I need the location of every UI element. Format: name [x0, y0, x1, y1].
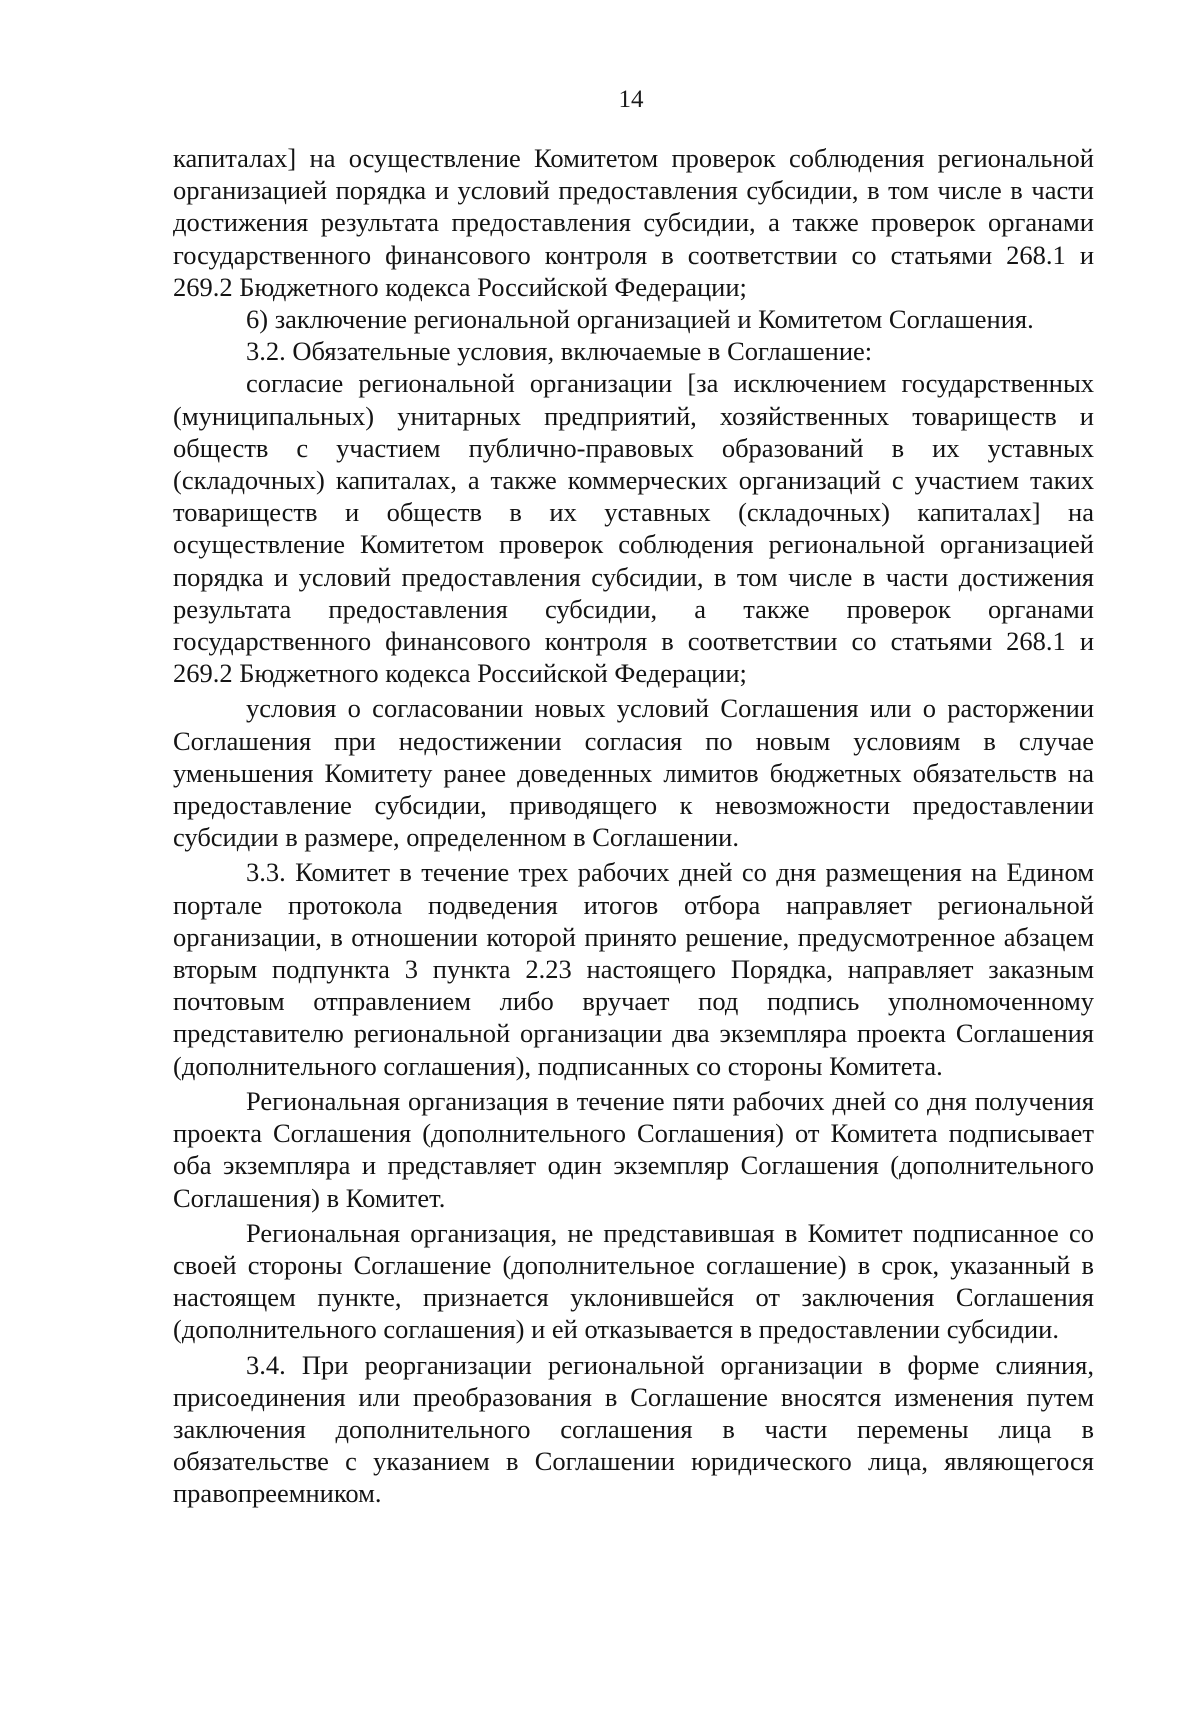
- paragraph-termination-condition: условия о согласовании новых условий Соглашения или о расторжении Соглашения при недостижении согласия по новым условиям в случае уменьшения Комитету ранее доведенных лимитов бюджетных обязательств на предоставление субсидии, приводящего к невозможности предоставлении субсидии в размере, определенном в Соглашении.: [173, 693, 1094, 853]
- paragraph-continuation: капиталах] на осуществление Комитетом проверок соблюдения региональной организацией порядка и условий предоставления субсидии, в том числе в части достижения результата предоставления субсидии, а также проверок органами государственного финансового контроля в соответствии со статьями 268.1 и 269.2 Бюджетного кодекса Российской Федерации;: [173, 143, 1094, 302]
- paragraph-3-4: 3.4. При реорганизации региональной организации в форме слияния, присоединения или преобразования в Соглашение вносятся изменения путем заключения дополнительного соглашения в части перемены лица в обязательстве с указанием в Соглашении юридического лица, являющегося правопреемником.: [173, 1349, 1094, 1509]
- paragraph-3-2-heading: 3.2. Обязательные условия, включаемые в Соглашение:: [246, 336, 873, 367]
- document-body: [173, 142, 1094, 1510]
- paragraph-3-3: 3.3. Комитет в течение трех рабочих дней со дня размещения на Едином портале протокола подведения итогов отбора направляет региональной организации, в отношении которой принято решение, предусмотренное абзацем вторым подпункта 3 пункта 2.23 настоящего Порядка, направляет заказным почтовым отправлением либо вручает под подпись уполномоченному представителю региональной организации два экземпляра проекта Соглашения (дополнительного соглашения), подписанных со стороны Комитета.: [173, 857, 1094, 1081]
- paragraph-signing-deadline: Региональная организация в течение пяти рабочих дней со дня получения проекта Соглашения (дополнительного Соглашения) от Комитета подписывает оба экземпляра и представляет один экземпляр Соглашения (дополнительного Соглашения) в Комитет.: [173, 1085, 1094, 1213]
- paragraph-evasion: Региональная организация, не представившая в Комитет подписанное со своей стороны Соглашение (дополнительное соглашение) в срок, указанный в настоящем пункте, признается уклонившейся от заключения Соглашения (дополнительного соглашения) и ей отказывается в предоставлении субсидии.: [173, 1217, 1094, 1345]
- paragraph-consent-condition: согласие региональной организации [за исключением государственных (муниципальных) унитарных предприятий, хозяйственных товариществ и обществ с участием публично-правовых образований в их уставных (складочных) капиталах, а также коммерческих организаций с участием таких товариществ и обществ в их уставных (складочных) капиталах] на осуществление Комитетом проверок соблюдения региональной организацией порядка и условий предоставления субсидии, в том числе в части достижения результата предоставления субсидии, а также проверок органами государственного финансового контроля в соответствии со статьями 268.1 и 269.2 Бюджетного кодекса Российской Федерации;: [173, 368, 1094, 689]
- page-number: 14: [618, 86, 644, 113]
- paragraph-item-6: 6) заключение региональной организацией и Комитетом Соглашения.: [246, 304, 1034, 335]
